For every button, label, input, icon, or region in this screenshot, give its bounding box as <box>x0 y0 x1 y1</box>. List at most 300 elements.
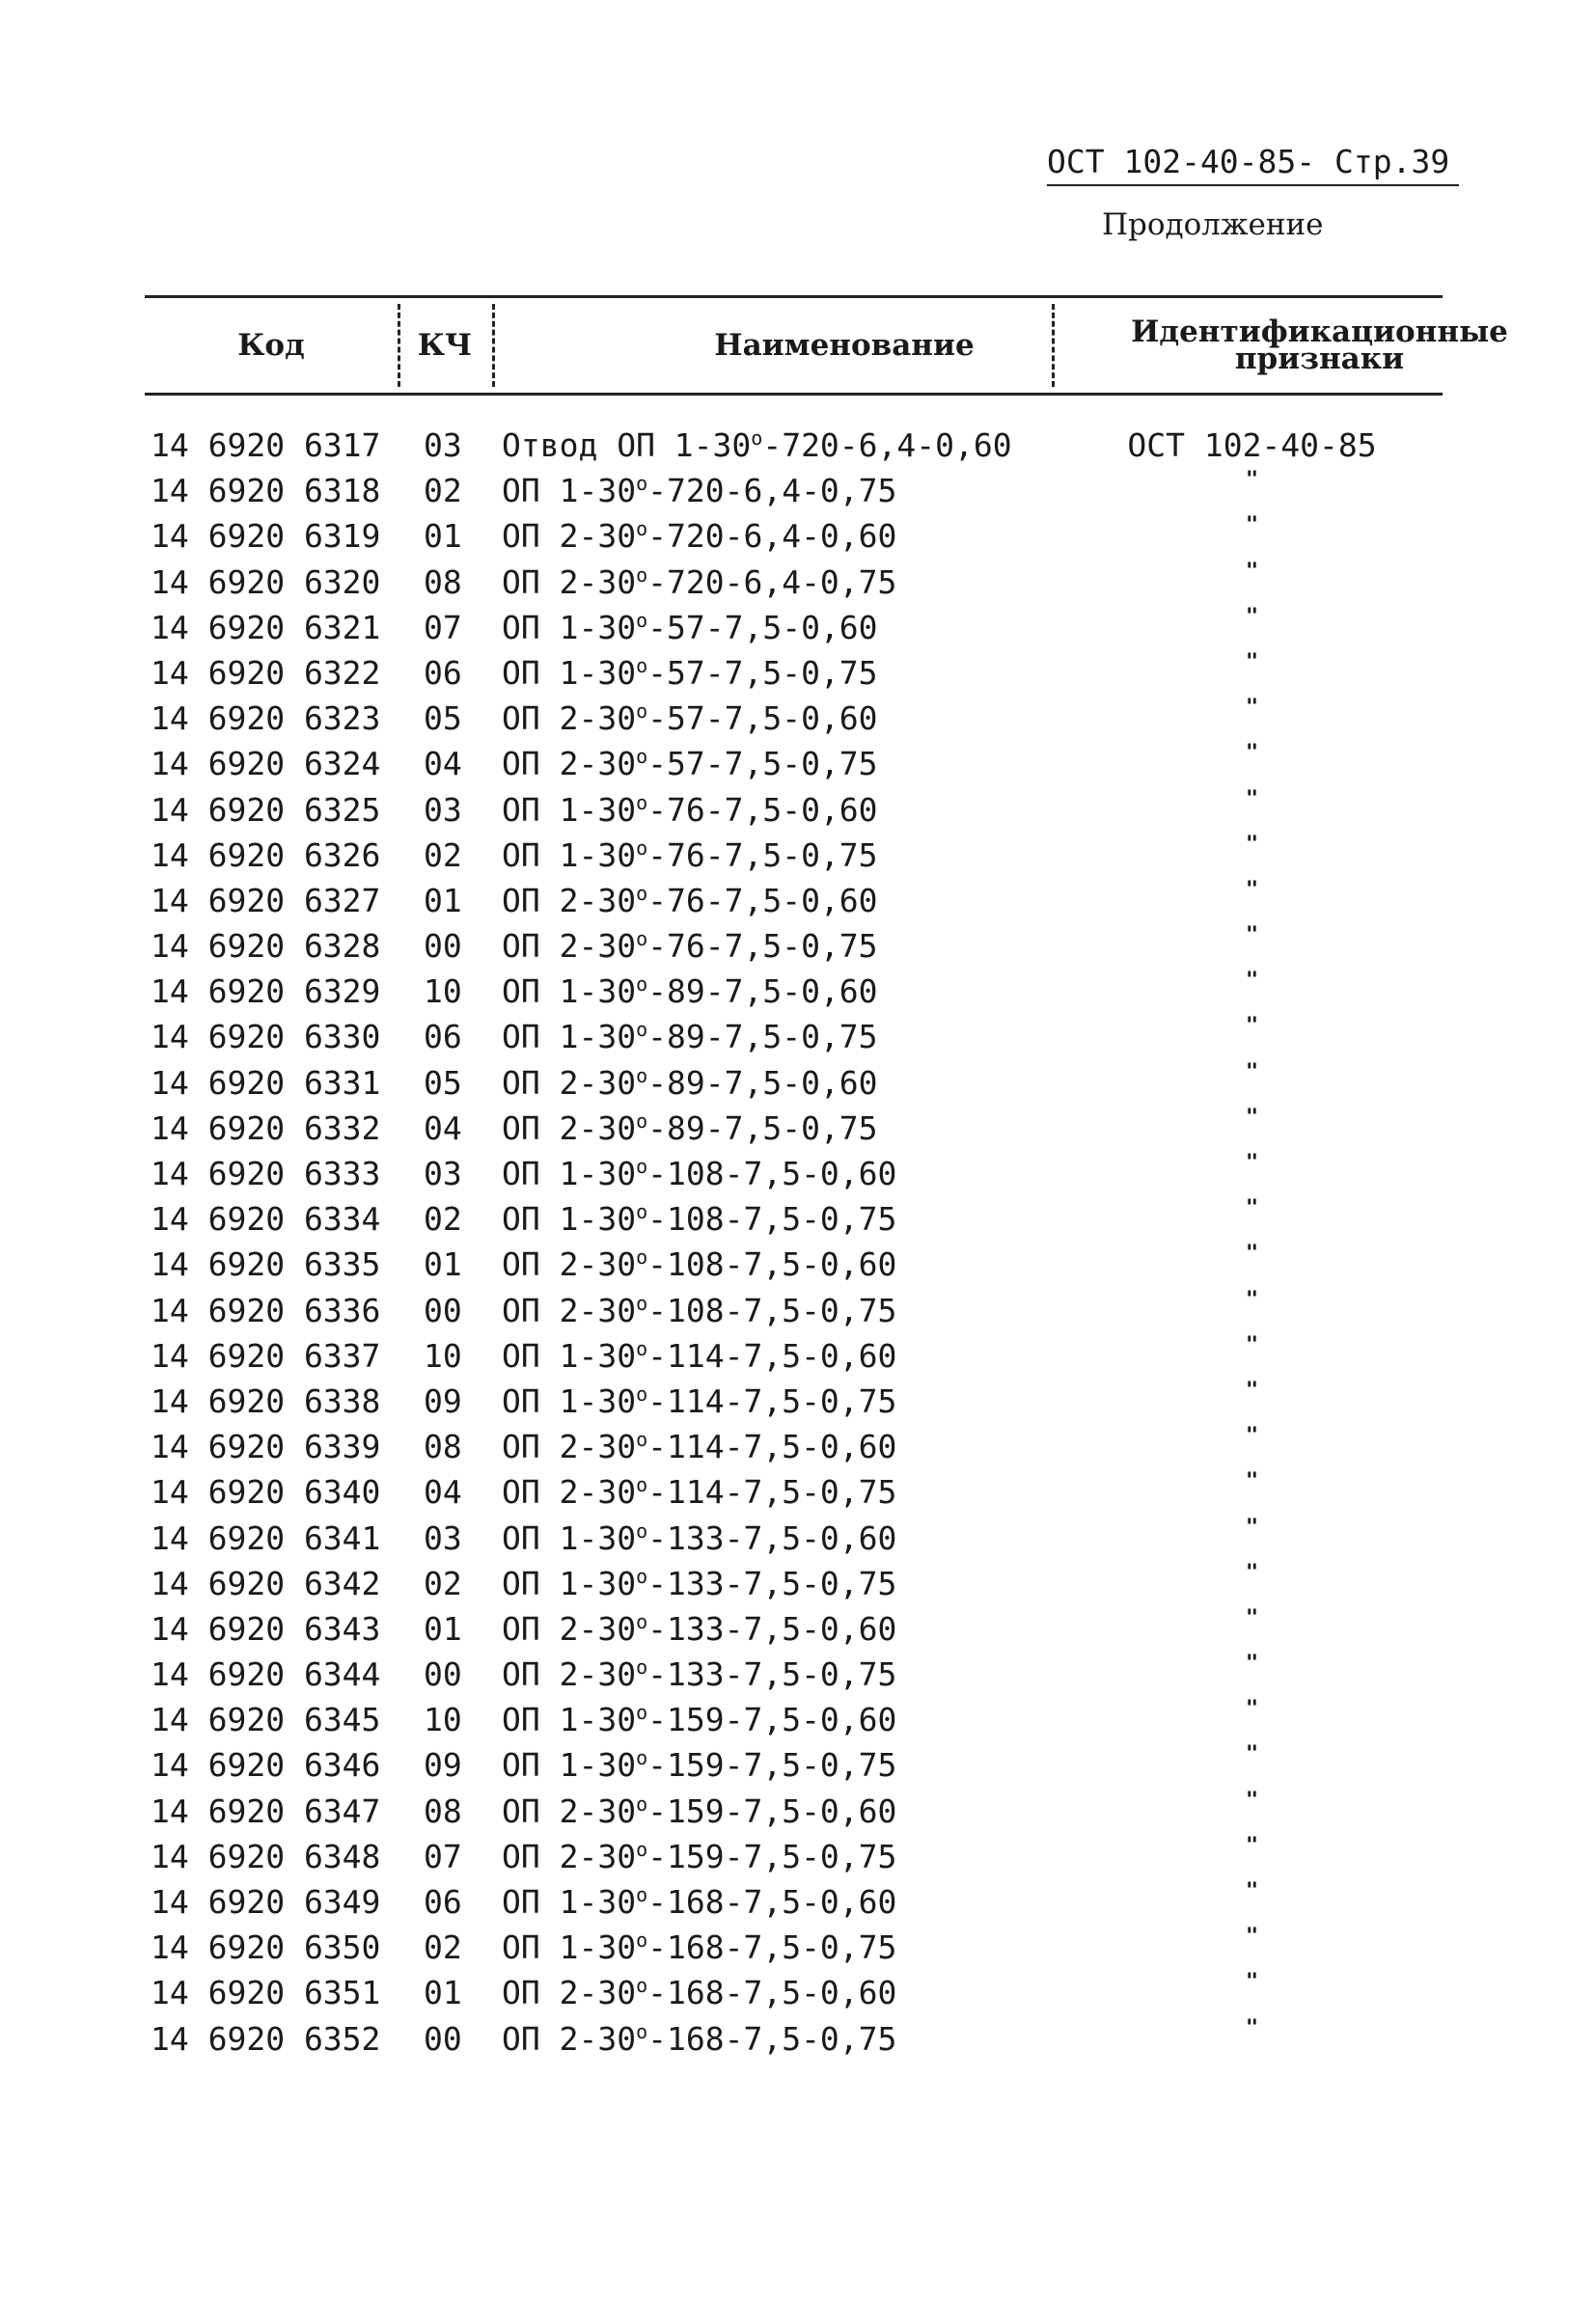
row-name <box>502 1473 896 1511</box>
row-identification: " <box>1245 1242 1259 1267</box>
row-identification: " <box>1245 1151 1259 1175</box>
row-code: 14 6920 6352 <box>151 2019 381 2058</box>
row-name <box>502 1155 896 1192</box>
degree-mark: о <box>636 1837 648 1861</box>
table-row <box>145 1282 1443 1327</box>
row-name-suffix: -133-7,5-0,60 <box>647 1609 897 1648</box>
degree-mark: о <box>636 790 648 814</box>
row-name <box>502 1565 896 1602</box>
row-name-prefix: ОП 1-30 <box>502 1928 637 1967</box>
row-name-suffix: -108-7,5-0,60 <box>647 1155 897 1192</box>
row-code: 14 6920 6331 <box>151 1063 381 1102</box>
row-kch: 01 <box>424 517 462 556</box>
row-kch: 05 <box>424 699 462 738</box>
row-name-prefix: ОП 2-30 <box>502 2019 637 2058</box>
row-name-suffix: -89-7,5-0,60 <box>647 1063 878 1102</box>
degree-mark: о <box>636 1018 648 1042</box>
row-identification: " <box>1245 1970 1259 1995</box>
row-identification: " <box>1245 786 1259 811</box>
degree-mark: о <box>636 699 648 724</box>
row-kch: 10 <box>424 1336 462 1375</box>
row-identification: " <box>1245 604 1259 629</box>
row-identification: " <box>1245 1378 1259 1403</box>
table-row <box>145 781 1443 827</box>
row-kch: 03 <box>424 790 462 829</box>
table-row <box>145 554 1443 599</box>
row-name-prefix: ОП 1-30 <box>502 1200 637 1239</box>
row-name-prefix: ОП 1-30 <box>502 1883 637 1921</box>
table-header <box>145 295 1508 396</box>
row-kch: 01 <box>424 1245 462 1284</box>
row-kch: 10 <box>424 972 462 1011</box>
row-identification: " <box>1245 559 1259 584</box>
row-kch: 03 <box>424 1155 462 1192</box>
row-name-prefix: ОП 1-30 <box>502 1018 637 1056</box>
row-name-suffix: -168-7,5-0,75 <box>647 1928 897 1967</box>
row-code: 14 6920 6336 <box>151 1291 381 1329</box>
row-name-prefix: ОП 2-30 <box>502 881 637 919</box>
row-name <box>502 927 878 965</box>
degree-mark: о <box>636 1518 648 1543</box>
row-name-prefix: ОП 2-30 <box>502 1473 637 1512</box>
row-name-suffix: -76-7,5-0,60 <box>647 881 878 919</box>
row-name <box>502 1292 896 1329</box>
row-code: 14 6920 6339 <box>151 1428 381 1466</box>
row-kch: 03 <box>424 426 462 464</box>
row-name-suffix: -159-7,5-0,60 <box>647 1791 897 1830</box>
row-identification: " <box>1245 513 1259 538</box>
row-kch: 06 <box>424 653 462 692</box>
row-identification: " <box>1245 1515 1259 1540</box>
table-row <box>145 1373 1443 1418</box>
column-header-identification-line2: признаки <box>1234 342 1405 376</box>
degree-mark: о <box>636 1428 648 1452</box>
row-code: 14 6920 6338 <box>151 1381 381 1420</box>
column-header-kch: КЧ <box>417 328 473 363</box>
degree-mark: о <box>636 972 648 997</box>
row-kch: 08 <box>424 1791 462 1830</box>
row-identification: " <box>1245 1697 1259 1722</box>
row-name-prefix: ОП 2-30 <box>502 1974 637 2012</box>
parts-table <box>145 295 1508 2058</box>
row-code: 14 6920 6318 <box>151 472 381 510</box>
row-kch: 10 <box>424 1701 462 1739</box>
row-identification: " <box>1245 696 1259 721</box>
table-row <box>145 1555 1443 1600</box>
row-name-prefix: ОП 2-30 <box>502 1428 637 1466</box>
row-code: 14 6920 6334 <box>151 1200 381 1239</box>
row-name <box>502 836 878 874</box>
table-row <box>145 1054 1443 1100</box>
row-identification: " <box>1245 1332 1259 1357</box>
row-code: 14 6920 6347 <box>151 1791 381 1830</box>
row-kch: 02 <box>424 1564 462 1602</box>
row-name-suffix: -114-7,5-0,60 <box>647 1336 897 1375</box>
row-name-suffix: -76-7,5-0,60 <box>647 790 878 829</box>
row-identification: " <box>1245 1560 1259 1585</box>
row-code: 14 6920 6333 <box>151 1155 381 1192</box>
row-name-suffix: -57-7,5-0,60 <box>647 608 878 646</box>
row-kch: 04 <box>424 1108 462 1147</box>
degree-mark: о <box>636 1473 648 1497</box>
column-separator <box>1052 304 1055 387</box>
row-code: 14 6920 6317 <box>151 426 381 464</box>
table-row <box>145 1873 1443 1919</box>
degree-mark: о <box>751 426 763 450</box>
degree-mark: о <box>636 1564 648 1588</box>
row-name-suffix: -114-7,5-0,75 <box>647 1473 897 1512</box>
row-code: 14 6920 6351 <box>151 1974 381 2012</box>
row-name <box>502 972 878 1010</box>
table-row <box>145 1736 1443 1785</box>
degree-mark: о <box>636 1108 648 1133</box>
row-identification: " <box>1245 1605 1259 1630</box>
row-name-prefix: ОП 1-30 <box>502 1701 637 1739</box>
row-code: 14 6920 6345 <box>151 1701 381 1739</box>
row-kch: 08 <box>424 562 462 601</box>
degree-mark: о <box>636 1200 648 1224</box>
row-identification: " <box>1245 1196 1259 1221</box>
row-name-prefix: ОП 2-30 <box>502 1291 637 1329</box>
row-kch: 05 <box>424 1063 462 1102</box>
row-kch: 02 <box>424 835 462 874</box>
row-name <box>502 609 878 646</box>
row-kch: 02 <box>424 1928 462 1967</box>
row-code: 14 6920 6350 <box>151 1928 381 1967</box>
row-name-prefix: ОП 1-30 <box>502 972 637 1011</box>
row-name-prefix: ОП 2-30 <box>502 745 637 783</box>
table-body <box>145 396 1443 2056</box>
row-identification: " <box>1245 1788 1259 1813</box>
row-name-prefix: ОП 1-30 <box>502 1336 637 1375</box>
table-row <box>145 417 1443 462</box>
row-name <box>502 1245 896 1283</box>
table-row <box>145 1463 1443 1512</box>
row-kch: 07 <box>424 1837 462 1875</box>
row-name-suffix: -720-6,4-0,60 <box>647 517 897 556</box>
row-name <box>502 517 896 555</box>
table-row <box>145 644 1443 690</box>
table-row <box>145 2010 1443 2056</box>
table-row <box>145 1510 1443 1555</box>
row-name <box>502 1109 878 1147</box>
table-row <box>145 507 1443 556</box>
row-code: 14 6920 6348 <box>151 1837 381 1875</box>
row-name-prefix: ОП 1-30 <box>502 472 637 510</box>
row-name <box>502 791 878 829</box>
row-kch: 04 <box>424 1473 462 1512</box>
row-identification: " <box>1245 832 1259 857</box>
degree-mark: о <box>636 1974 648 1998</box>
row-kch: 02 <box>424 1200 462 1239</box>
row-name-suffix: -89-7,5-0,75 <box>647 1108 878 1147</box>
row-name-prefix: ОП 1-30 <box>502 835 637 874</box>
row-name <box>502 882 878 919</box>
table-row <box>145 917 1443 966</box>
row-name-prefix: ОП 2-30 <box>502 517 637 556</box>
row-code: 14 6920 6324 <box>151 745 381 783</box>
row-identification: " <box>1245 923 1259 948</box>
row-name-prefix: ОП 2-30 <box>502 1063 637 1102</box>
table-row <box>145 1919 1443 1967</box>
row-name-suffix: -720-6,4-0,75 <box>647 472 897 510</box>
row-name <box>502 2020 896 2058</box>
table-row <box>145 735 1443 783</box>
table-row <box>145 1327 1443 1373</box>
table-row <box>145 1828 1443 1873</box>
row-name-prefix: ОП 1-30 <box>502 1564 637 1602</box>
row-name-suffix: -133-7,5-0,60 <box>647 1518 897 1557</box>
row-name-suffix: -168-7,5-0,75 <box>647 2019 897 2058</box>
degree-mark: о <box>636 745 648 769</box>
degree-mark: о <box>636 1609 648 1633</box>
row-name-suffix: -133-7,5-0,75 <box>647 1564 897 1602</box>
row-name <box>502 426 1012 464</box>
degree-mark: о <box>636 653 648 677</box>
degree-mark: о <box>636 1291 648 1315</box>
row-identification: " <box>1245 1652 1259 1677</box>
degree-mark: о <box>636 927 648 951</box>
row-code: 14 6920 6320 <box>151 562 381 601</box>
row-name <box>502 1838 896 1875</box>
row-identification: " <box>1245 969 1259 994</box>
row-kch: 00 <box>424 1655 462 1694</box>
row-identification: " <box>1245 741 1259 766</box>
row-name-prefix: ОП 1-30 <box>502 1381 637 1420</box>
row-name-prefix: Отвод ОП 1-30 <box>502 426 752 464</box>
row-name <box>502 1655 896 1693</box>
row-code: 14 6920 6321 <box>151 608 381 646</box>
degree-mark: о <box>636 1245 648 1270</box>
row-name-suffix: -108-7,5-0,75 <box>647 1291 897 1329</box>
row-name-suffix: -57-7,5-0,75 <box>647 653 878 692</box>
row-name-suffix: -57-7,5-0,75 <box>647 745 878 783</box>
column-header-identification <box>1131 298 1508 393</box>
table-row <box>145 690 1443 738</box>
row-kch: 04 <box>424 745 462 783</box>
degree-mark: о <box>636 1883 648 1906</box>
row-name-prefix: ОП 1-30 <box>502 1155 637 1192</box>
row-kch: 01 <box>424 881 462 919</box>
row-kch: 03 <box>424 1518 462 1557</box>
row-identification: " <box>1245 1105 1259 1130</box>
row-code: 14 6920 6319 <box>151 517 381 556</box>
row-identification: " <box>1245 1833 1259 1858</box>
row-kch: 07 <box>424 608 462 646</box>
degree-mark: о <box>636 1381 648 1406</box>
row-code: 14 6920 6332 <box>151 1108 381 1147</box>
row-name-suffix: -159-7,5-0,60 <box>647 1701 897 1739</box>
row-name <box>502 1746 896 1784</box>
row-kch: 09 <box>424 1746 462 1785</box>
degree-mark: о <box>636 835 648 860</box>
row-identification: " <box>1245 1287 1259 1312</box>
table-row <box>145 1100 1443 1145</box>
row-identification: " <box>1245 877 1259 902</box>
row-name-suffix: -89-7,5-0,75 <box>647 1018 878 1056</box>
row-name-prefix: ОП 2-30 <box>502 1245 637 1284</box>
row-name-suffix: -720-6,4-0,60 <box>762 426 1012 464</box>
row-name-suffix: -89-7,5-0,60 <box>647 972 878 1011</box>
degree-mark: о <box>636 472 648 496</box>
row-name-suffix: -114-7,5-0,75 <box>647 1381 897 1420</box>
table-row <box>145 1145 1443 1190</box>
row-name <box>502 1018 878 1055</box>
table-row <box>145 1646 1443 1694</box>
row-identification: ОСТ 102-40-85 <box>1127 426 1377 464</box>
table-row <box>145 1783 1443 1828</box>
table-row <box>145 1691 1443 1739</box>
row-identification: " <box>1245 2015 1259 2040</box>
table-row <box>145 963 1443 1011</box>
row-code: 14 6920 6342 <box>151 1564 381 1602</box>
row-kch: 06 <box>424 1018 462 1056</box>
row-name-suffix: -133-7,5-0,75 <box>647 1655 897 1694</box>
degree-mark: о <box>636 1701 648 1725</box>
row-name-prefix: ОП 1-30 <box>502 790 637 829</box>
row-code: 14 6920 6322 <box>151 653 381 692</box>
row-name <box>502 1428 896 1465</box>
table-row <box>145 462 1443 510</box>
row-kch: 01 <box>424 1974 462 2012</box>
row-kch: 02 <box>424 472 462 510</box>
row-code: 14 6920 6327 <box>151 881 381 919</box>
row-code: 14 6920 6346 <box>151 1746 381 1785</box>
row-name <box>502 1610 896 1648</box>
row-name-prefix: ОП 2-30 <box>502 1837 637 1875</box>
row-code: 14 6920 6343 <box>151 1609 381 1648</box>
table-row <box>145 1236 1443 1284</box>
row-code: 14 6920 6349 <box>151 1883 381 1921</box>
row-code: 14 6920 6340 <box>151 1473 381 1512</box>
row-identification: " <box>1245 1742 1259 1767</box>
degree-mark: о <box>636 1063 648 1087</box>
row-name <box>502 1701 896 1738</box>
row-kch: 09 <box>424 1381 462 1420</box>
degree-mark: о <box>636 1791 648 1816</box>
row-name <box>502 745 878 782</box>
row-name-suffix: -720-6,4-0,75 <box>647 562 897 601</box>
row-code: 14 6920 6328 <box>151 927 381 966</box>
row-kch: 00 <box>424 1291 462 1329</box>
degree-mark: о <box>636 1928 648 1953</box>
column-header-code: Код <box>237 328 305 363</box>
row-code: 14 6920 6335 <box>151 1245 381 1284</box>
row-name <box>502 1519 896 1557</box>
row-name-suffix: -76-7,5-0,75 <box>647 835 878 874</box>
table-row <box>145 599 1443 644</box>
row-identification: " <box>1245 1925 1259 1950</box>
degree-mark: о <box>636 1336 648 1360</box>
row-name <box>502 1883 896 1921</box>
row-code: 14 6920 6344 <box>151 1655 381 1694</box>
row-name <box>502 1382 896 1420</box>
degree-mark: о <box>636 2019 648 2043</box>
row-name <box>502 699 878 737</box>
row-name-suffix: -57-7,5-0,60 <box>647 699 878 738</box>
table-row <box>145 1600 1443 1646</box>
row-name-suffix: -159-7,5-0,75 <box>647 1746 897 1785</box>
row-identification: " <box>1245 1014 1259 1039</box>
row-name-suffix: -168-7,5-0,60 <box>647 1883 897 1921</box>
row-code: 14 6920 6325 <box>151 790 381 829</box>
degree-mark: о <box>636 1746 648 1770</box>
row-name-prefix: ОП 2-30 <box>502 562 637 601</box>
row-kch: 08 <box>424 1428 462 1466</box>
table-row <box>145 1418 1443 1466</box>
degree-mark: о <box>636 517 648 541</box>
row-kch: 00 <box>424 927 462 966</box>
row-name-prefix: ОП 2-30 <box>502 927 637 966</box>
row-name-suffix: -108-7,5-0,75 <box>647 1200 897 1239</box>
row-name <box>502 654 878 692</box>
degree-mark: о <box>636 608 648 632</box>
row-kch: 01 <box>424 1609 462 1648</box>
row-identification: " <box>1245 1879 1259 1903</box>
row-name-prefix: ОП 2-30 <box>502 1655 637 1694</box>
row-name-prefix: ОП 1-30 <box>502 1518 637 1557</box>
continuation-label: Продолжение <box>1102 207 1324 242</box>
row-code: 14 6920 6323 <box>151 699 381 738</box>
row-name-prefix: ОП 1-30 <box>502 608 637 646</box>
row-name-suffix: -114-7,5-0,60 <box>647 1428 897 1466</box>
row-identification: " <box>1245 1424 1259 1449</box>
table-row <box>145 872 1443 917</box>
row-name-prefix: ОП 2-30 <box>502 1791 637 1830</box>
row-identification: " <box>1245 1469 1259 1494</box>
degree-mark: о <box>636 562 648 587</box>
row-name <box>502 563 896 601</box>
row-name-suffix: -108-7,5-0,60 <box>647 1245 897 1284</box>
row-name-prefix: ОП 2-30 <box>502 1609 637 1648</box>
document-code: ОСТ 102-40-85- Стр.39 <box>1047 143 1459 186</box>
row-name <box>502 1928 896 1966</box>
row-name <box>502 1337 896 1375</box>
row-identification: " <box>1245 1059 1259 1084</box>
row-name <box>502 1064 878 1102</box>
degree-mark: о <box>636 1655 648 1680</box>
row-name-suffix: -159-7,5-0,75 <box>647 1837 897 1875</box>
row-code: 14 6920 6329 <box>151 972 381 1011</box>
row-code: 14 6920 6337 <box>151 1336 381 1375</box>
table-row <box>145 827 1443 872</box>
row-name <box>502 1200 896 1238</box>
row-identification: " <box>1245 468 1259 493</box>
row-code: 14 6920 6341 <box>151 1518 381 1557</box>
row-code: 14 6920 6330 <box>151 1018 381 1056</box>
row-name <box>502 1974 896 2011</box>
table-row <box>145 1964 1443 2010</box>
row-kch: 06 <box>424 1883 462 1921</box>
table-row <box>145 1008 1443 1056</box>
row-code: 14 6920 6326 <box>151 835 381 874</box>
row-name-suffix: -76-7,5-0,75 <box>647 927 878 966</box>
degree-mark: о <box>636 1155 648 1178</box>
row-name-suffix: -168-7,5-0,60 <box>647 1974 897 2012</box>
row-name-prefix: ОП 1-30 <box>502 653 637 692</box>
row-name-prefix: ОП 2-30 <box>502 1108 637 1147</box>
column-header-name: Наименование <box>714 328 975 363</box>
table-row <box>145 1190 1443 1239</box>
row-name <box>502 472 896 509</box>
row-name <box>502 1792 896 1830</box>
row-kch: 00 <box>424 2019 462 2058</box>
row-name-prefix: ОП 2-30 <box>502 699 637 738</box>
column-header-identification-line1: Идентификационные <box>1131 314 1508 349</box>
degree-mark: о <box>636 881 648 905</box>
row-name-prefix: ОП 1-30 <box>502 1746 637 1785</box>
row-identification: " <box>1245 649 1259 674</box>
